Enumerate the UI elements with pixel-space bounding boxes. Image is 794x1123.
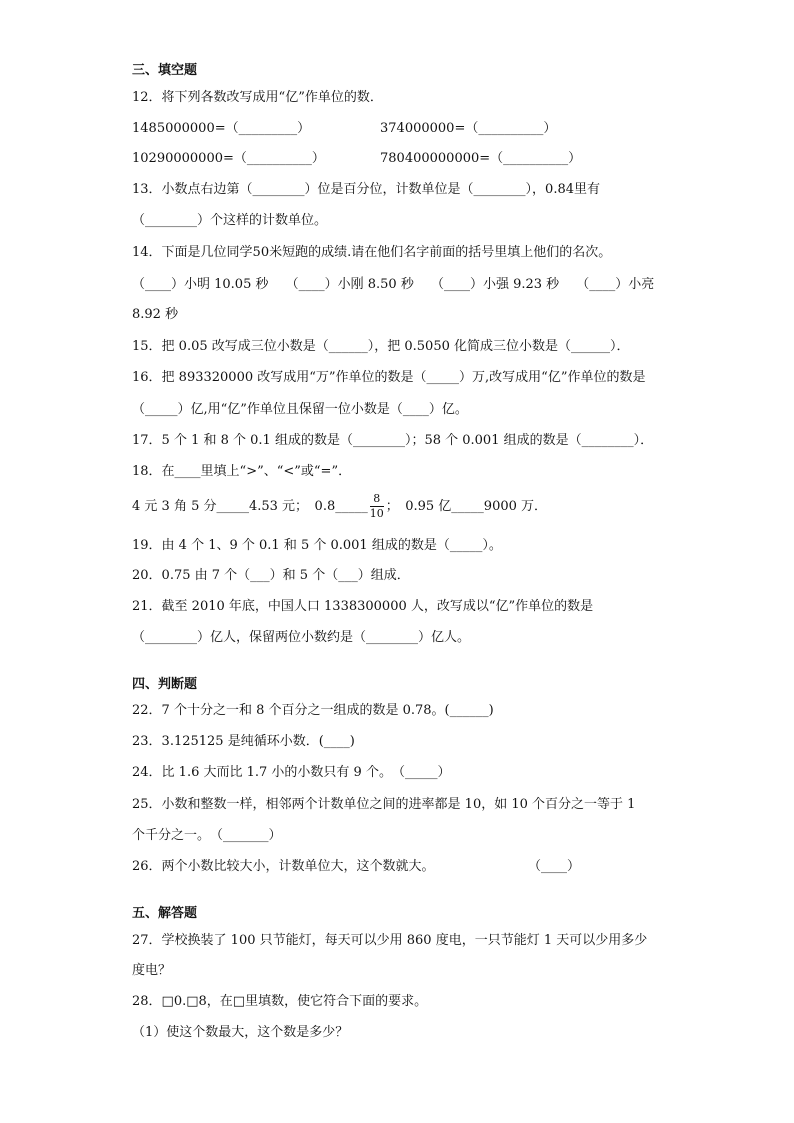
fraction-numerator: 8 bbox=[370, 492, 384, 507]
question-13-line-1: 13．小数点右边第（________）位是百分位，计数单位是（________），0.84里有 bbox=[132, 182, 600, 197]
question-21-line-1: 21．截至 2010 年底，中国人口 1338300000 人，改写成以“亿”作单位的数是 bbox=[132, 599, 594, 614]
question-24: 24．比 1.6 大而比 1.7 小的小数只有 9 个。 （_____） bbox=[132, 765, 451, 780]
question-26-text: 26．两个小数比较大小，计数单位大，这个数就大。 bbox=[132, 859, 435, 874]
question-25-line-1: 25．小数和整数一样，相邻两个计数单位之间的进率都是 10，如 10 个百分之一等于 1 bbox=[132, 797, 636, 812]
question-12-stem: 12．将下列各数改写成用“亿”作单位的数． bbox=[132, 90, 383, 105]
question-18-part-1: 4 元 3 角 5 分_____4.53 元； 0.8_____ bbox=[132, 499, 368, 514]
question-26 bbox=[132, 859, 754, 875]
question-22: 22．7 个十分之一和 8 个百分之一组成的数是 0.78。(______) bbox=[132, 703, 494, 718]
section-title-fill: 三、填空题 bbox=[132, 63, 198, 78]
question-28-stem: 28．□0.□8，在□里填数，使它符合下面的要求。 bbox=[132, 994, 428, 1009]
question-17: 17．5 个 1 和 8 个 0.1 组成的数是（________）；58 个 0.001 组成的数是（________）． bbox=[132, 433, 654, 448]
question-19: 19．由 4 个 1、9 个 0.1 和 5 个 0.001 组成的数是（_____）。 bbox=[132, 538, 502, 553]
question-16-line-2: （_____）亿,用“亿”作单位且保留一位小数是（____）亿。 bbox=[132, 402, 468, 417]
question-12-row-2 bbox=[132, 151, 754, 167]
question-27-line-1: 27．学校换装了 100 只节能灯，每天可以少用 860 度电，一只节能灯 1 天可以少用多少 bbox=[132, 933, 648, 948]
question-12-item-c: 10290000000=（__________） bbox=[132, 151, 325, 166]
question-14-line-1: 14．下面是几位同学50米短跑的成绩.请在他们名字前面的括号里填上他们的名次。 bbox=[132, 245, 612, 260]
question-18-items bbox=[132, 492, 754, 522]
question-20: 20．0.75 由 7 个（___）和 5 个（___）组成． bbox=[132, 568, 410, 583]
fraction-denominator: 10 bbox=[369, 507, 384, 520]
question-18-part-2: ； 0.95 亿_____9000 万． bbox=[385, 499, 548, 514]
question-27-line-2: 度电？ bbox=[132, 963, 172, 978]
question-13-line-2: （________）个这样的计数单位。 bbox=[132, 213, 328, 228]
question-14-line-2: （____）小明 10.05 秒 （____）小刚 8.50 秒 （____）小强 9.23 秒 （____）小亮 bbox=[132, 277, 655, 292]
fraction bbox=[370, 492, 384, 521]
question-28-sub-1: （1）使这个数最大，这个数是多少？ bbox=[132, 1025, 349, 1040]
question-25-line-2: 个千分之一。 （_______） bbox=[132, 828, 282, 843]
question-15: 15．把 0.05 改写成三位小数是（______），把 0.5050 化简成三位小数是（______）． bbox=[132, 339, 630, 354]
question-12-item-b: 374000000=（__________） bbox=[380, 121, 557, 136]
question-12-row-1 bbox=[132, 121, 754, 137]
question-12-item-d: 780400000000=（__________） bbox=[380, 151, 582, 166]
question-23: 23．3.125125 是纯循环小数．(____) bbox=[132, 734, 355, 749]
question-14-line-3: 8.92 秒 bbox=[132, 307, 179, 322]
section-title-solve: 五、解答题 bbox=[132, 906, 198, 921]
question-12-item-a: 1485000000=（_________） bbox=[132, 121, 311, 136]
question-16-line-1: 16．把 893320000 改写成用“万”作单位的数是（_____）万,改写成用“亿”作单位的数是 bbox=[132, 370, 646, 385]
section-title-judge: 四、判断题 bbox=[132, 677, 198, 692]
question-26-blank: （____） bbox=[528, 859, 581, 874]
question-18-stem: 18．在____里填上“>”、“<”或“=”． bbox=[132, 464, 352, 479]
question-21-line-2: （________）亿人，保留两位小数约是（________）亿人。 bbox=[132, 630, 471, 645]
